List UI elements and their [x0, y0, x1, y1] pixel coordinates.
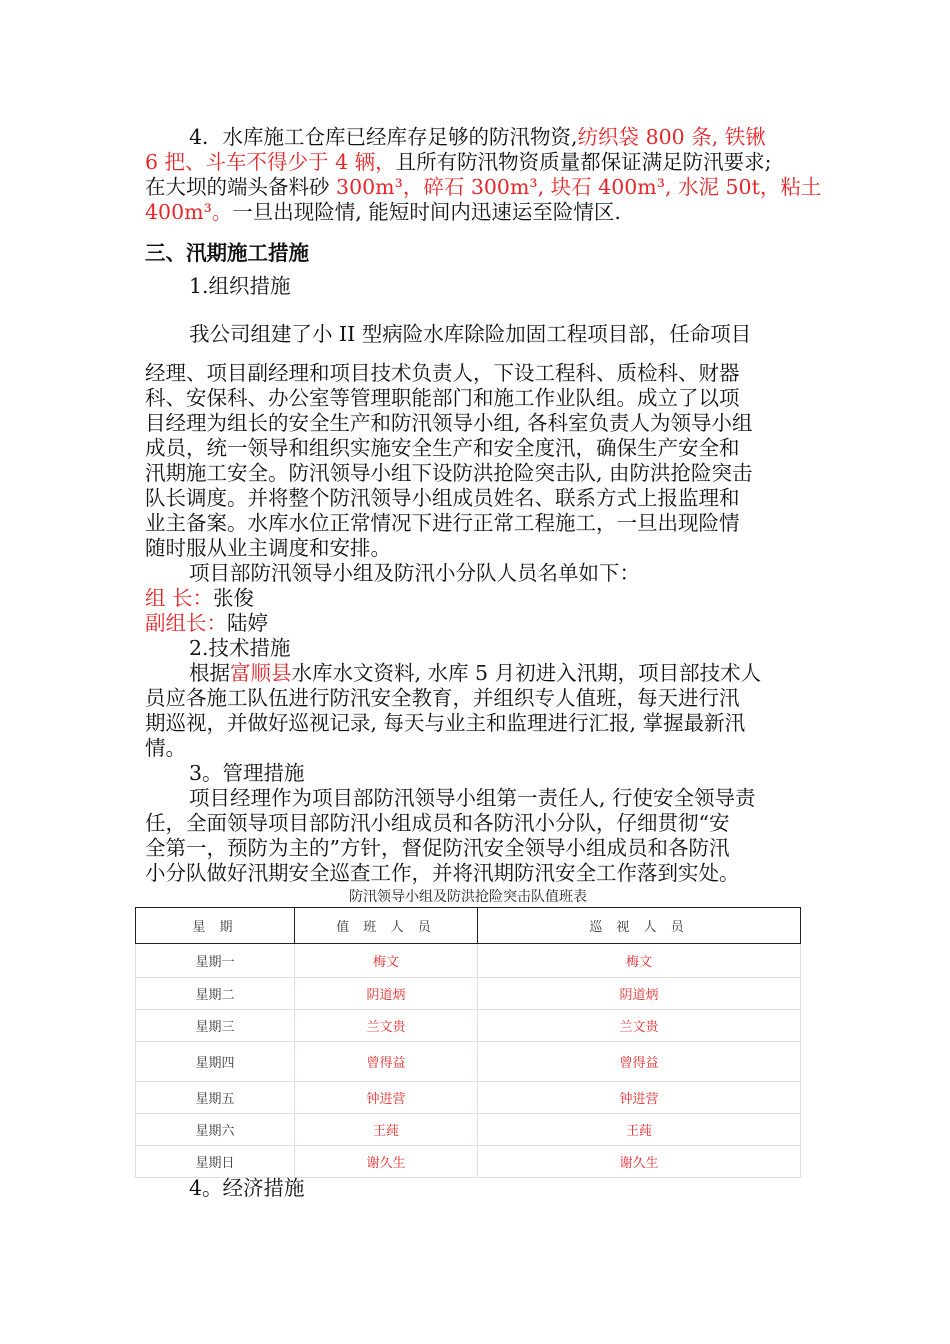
- table-row: [136, 944, 801, 978]
- item4-line-1: 4．水库施工仓库已经库存足够的防汛物资,纺织袋 800 条, 铁锹: [189, 125, 766, 149]
- cell-patrol: 谢久生: [478, 1146, 801, 1178]
- roster-intro: 项目部防汛领导小组及防汛小分队人员名单如下：: [189, 561, 640, 585]
- table-row: [136, 1010, 801, 1042]
- table-row: [136, 1146, 801, 1178]
- header-on-duty: 值 班 人 员: [295, 908, 478, 944]
- mgmt-line: 全第一，预防为主的”方针，督促防汛安全领导小组成员和各防汛: [145, 836, 730, 860]
- table-header-row: [136, 908, 801, 944]
- deputy-line: [145, 611, 805, 636]
- table-row: [136, 1042, 801, 1082]
- table-row: [136, 1114, 801, 1146]
- cell-weekday: 星期六: [136, 1114, 295, 1146]
- cell-patrol: 王莼: [478, 1114, 801, 1146]
- cell-on-duty: 曾得益: [295, 1042, 478, 1082]
- cell-on-duty: 阴道炳: [295, 978, 478, 1010]
- cell-weekday: 星期一: [136, 944, 295, 978]
- leader-line: [145, 586, 805, 611]
- econ-title: 4。经济措施: [189, 1176, 305, 1200]
- tech-line: 情。: [145, 736, 186, 760]
- org-line: 队长调度。并将整个防汛领导小组成员姓名、联系方式上报监理和: [145, 486, 740, 510]
- table-row: [136, 978, 801, 1010]
- table-caption: 防汛领导小组及防洪抢险突击队值班表: [349, 889, 587, 905]
- cell-patrol: 梅文: [478, 944, 801, 978]
- cell-on-duty: 钟进营: [295, 1082, 478, 1114]
- item4-line-3: 在大坝的端头备料砂 300m³，碎石 300m³, 块石 400m³, 水泥 50t，粘土: [145, 175, 822, 199]
- cell-weekday: 星期二: [136, 978, 295, 1010]
- cell-weekday: 星期五: [136, 1082, 295, 1114]
- item4-line-2: 6 把、斗车不得少于 4 辆，且所有防汛物资质量都保证满足防汛要求;: [145, 150, 772, 174]
- mgmt-title: 3。管理措施: [189, 761, 305, 785]
- tech-line: 根据富顺县水库水文资料, 水库 5 月初进入汛期，项目部技术人: [189, 661, 762, 685]
- org-line: 目经理为组长的安全生产和防汛领导小组, 各科室负责人为领导小组: [145, 411, 753, 435]
- cell-patrol: 钟进营: [478, 1082, 801, 1114]
- section-heading: 三、汛期施工措施: [145, 241, 309, 265]
- item4-line-4: 400m³。一旦出现险情, 能短时间内迅速运至险情区.: [145, 200, 621, 224]
- leader-label: 组 长：: [145, 586, 214, 610]
- cell-patrol: 阴道炳: [478, 978, 801, 1010]
- org-line: 科、安保科、办公室等管理职能部门和施工作业队组。成立了以项: [145, 386, 740, 410]
- org-title: 1.组织措施: [189, 274, 291, 298]
- tech-line: 员应各施工队伍进行防汛安全教育，并组织专人值班，每天进行汛: [145, 686, 740, 710]
- cell-on-duty: 兰文贵: [295, 1010, 478, 1042]
- org-line: 我公司组建了小 II 型病险水库除险加固工程项目部，任命项目: [189, 322, 752, 346]
- org-line: 经理、项目副经理和项目技术负责人，下设工程科、质检科、财器: [145, 361, 740, 385]
- deputy-name: 陆婷: [227, 611, 268, 635]
- cell-patrol: 曾得益: [478, 1042, 801, 1082]
- leader-name: 张俊: [213, 586, 255, 610]
- header-weekday: 星 期: [136, 908, 295, 944]
- org-line: 随时服从业主调度和安排。: [145, 536, 391, 560]
- deputy-label: 副组长：: [145, 611, 227, 635]
- duty-table: [135, 907, 801, 1178]
- cell-patrol: 兰文贵: [478, 1010, 801, 1042]
- cell-weekday: 星期日: [136, 1146, 295, 1178]
- cell-on-duty: 谢久生: [295, 1146, 478, 1178]
- mgmt-line: 小分队做好汛期安全巡查工作，并将汛期防汛安全工作落到实处。: [145, 861, 740, 885]
- cell-on-duty: 梅文: [295, 944, 478, 978]
- header-patrol: 巡 视 人 员: [478, 908, 801, 944]
- cell-weekday: 星期三: [136, 1010, 295, 1042]
- mgmt-line: 项目经理作为项目部防汛领导小组第一责任人, 行使安全领导责: [189, 786, 756, 810]
- org-line: 成员，统一领导和组织实施安全生产和安全度汛，确保生产安全和: [145, 436, 740, 460]
- cell-weekday: 星期四: [136, 1042, 295, 1082]
- table-row: [136, 1082, 801, 1114]
- mgmt-line: 任，全面领导项目部防汛小组成员和各防汛小分队，仔细贯彻“安: [145, 811, 730, 835]
- tech-title: 2.技术措施: [189, 636, 291, 660]
- cell-on-duty: 王莼: [295, 1114, 478, 1146]
- tech-line: 期巡视，并做好巡视记录, 每天与业主和监理进行汇报, 掌握最新汛: [145, 711, 746, 735]
- org-line: 汛期施工安全。防汛领导小组下设防洪抢险突击队, 由防洪抢险突击: [145, 461, 753, 485]
- org-line: 业主备案。水库水位正常情况下进行正常工程施工，一旦出现险情: [145, 511, 740, 535]
